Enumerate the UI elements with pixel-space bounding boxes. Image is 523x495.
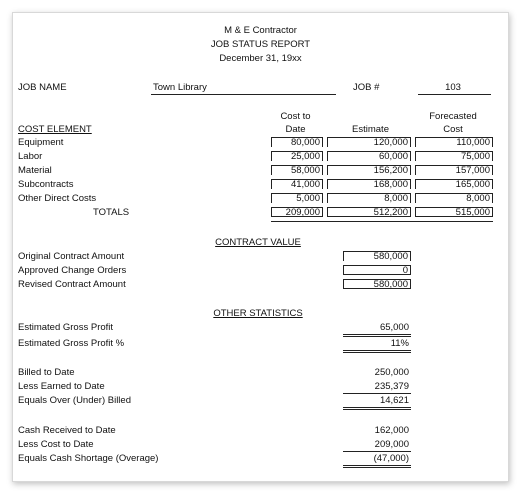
cost-to-date-cell: 80,000 xyxy=(271,137,323,147)
forecasted-cell: 157,000 xyxy=(415,165,493,175)
job-name-underline xyxy=(151,94,336,95)
original-contract-value: 580,000 xyxy=(343,251,411,261)
job-name-label: JOB NAME xyxy=(18,82,67,93)
cost-to-date-cell: 5,000 xyxy=(271,193,323,203)
cost-to-date-cell: 25,000 xyxy=(271,151,323,161)
forecasted-cell: 75,000 xyxy=(415,151,493,161)
job-number-underline xyxy=(418,94,491,95)
estimate-cell: 168,000 xyxy=(327,179,411,189)
col-header-forecasted-1: Forecasted xyxy=(429,111,477,122)
cost-to-date-cell: 41,000 xyxy=(271,179,323,189)
change-orders-label: Approved Change Orders xyxy=(18,265,127,276)
forecasted-cell: 165,000 xyxy=(415,179,493,189)
gross-profit-label: Estimated Gross Profit xyxy=(18,322,114,333)
earned-to-date-label: Less Earned to Date xyxy=(18,381,105,392)
contract-value-heading: CONTRACT VALUE xyxy=(215,237,301,248)
cost-row-label: Labor xyxy=(18,151,43,162)
original-contract-label: Original Contract Amount xyxy=(18,251,125,262)
over-under-billed-label: Equals Over (Under) Billed xyxy=(18,395,131,406)
other-statistics-heading: OTHER STATISTICS xyxy=(213,308,303,319)
cash-received-label: Cash Received to Date xyxy=(18,425,116,436)
cost-to-date-cell: 58,000 xyxy=(271,165,323,175)
cost-to-date-label: Less Cost to Date xyxy=(18,439,94,450)
cost-element-header: COST ELEMENT xyxy=(18,124,92,135)
forecasted-total: 515,000 xyxy=(415,207,493,217)
company-name: M & E Contractor xyxy=(224,25,297,36)
cash-shortage-value: (47,000) xyxy=(373,453,409,464)
estimate-total: 512,200 xyxy=(327,207,411,217)
estimate-cell: 8,000 xyxy=(327,193,411,203)
gross-profit-pct-label: Estimated Gross Profit % xyxy=(18,338,125,349)
earned-to-date-value: 235,379 xyxy=(374,381,409,392)
cash-subtotal-rule xyxy=(343,451,411,452)
cash-double-rule xyxy=(343,465,411,468)
billing-subtotal-rule xyxy=(343,393,411,394)
gross-profit-double-rule xyxy=(343,334,411,337)
billing-double-rule xyxy=(343,407,411,410)
job-number-label: JOB # xyxy=(353,82,380,93)
forecasted-cell: 8,000 xyxy=(415,193,493,203)
change-orders-value: 0 xyxy=(343,265,411,275)
billed-to-date-label: Billed to Date xyxy=(18,367,75,378)
cash-shortage-label: Equals Cash Shortage (Overage) xyxy=(18,453,159,464)
cost-to-date-total: 209,000 xyxy=(271,207,323,217)
cost-to-date-value: 209,000 xyxy=(374,439,409,450)
job-name-value: Town Library xyxy=(153,82,207,93)
gross-profit-pct-double-rule xyxy=(343,350,411,353)
estimate-cell: 156,200 xyxy=(327,165,411,175)
report-date: December 31, 19xx xyxy=(219,53,302,64)
job-status-report-sheet xyxy=(12,12,509,482)
col-header-cost-to-date-1: Cost to xyxy=(280,111,311,122)
totals-underline xyxy=(271,221,493,222)
over-under-billed-value: 14,621 xyxy=(379,395,409,406)
cost-row-label: Equipment xyxy=(18,137,64,148)
col-header-cost-to-date-2: Date xyxy=(285,124,306,135)
revised-contract-label: Revised Contract Amount xyxy=(18,279,126,290)
cost-row-label: Material xyxy=(18,165,52,176)
revised-contract-value: 580,000 xyxy=(343,279,411,289)
estimate-cell: 60,000 xyxy=(327,151,411,161)
billed-to-date-value: 250,000 xyxy=(374,367,409,378)
cash-received-value: 162,000 xyxy=(374,425,409,436)
col-header-estimate: Estimate xyxy=(352,124,389,135)
report-title: JOB STATUS REPORT xyxy=(210,39,311,50)
totals-label: TOTALS xyxy=(93,207,130,218)
forecasted-cell: 110,000 xyxy=(415,137,493,147)
cost-row-label: Other Direct Costs xyxy=(18,193,97,204)
cost-row-label: Subcontracts xyxy=(18,179,74,190)
gross-profit-pct-value: 11% xyxy=(390,338,409,349)
gross-profit-value: 65,000 xyxy=(379,322,409,333)
estimate-cell: 120,000 xyxy=(327,137,411,147)
col-header-forecasted-2: Cost xyxy=(443,124,463,135)
job-number-value: 103 xyxy=(445,82,461,93)
